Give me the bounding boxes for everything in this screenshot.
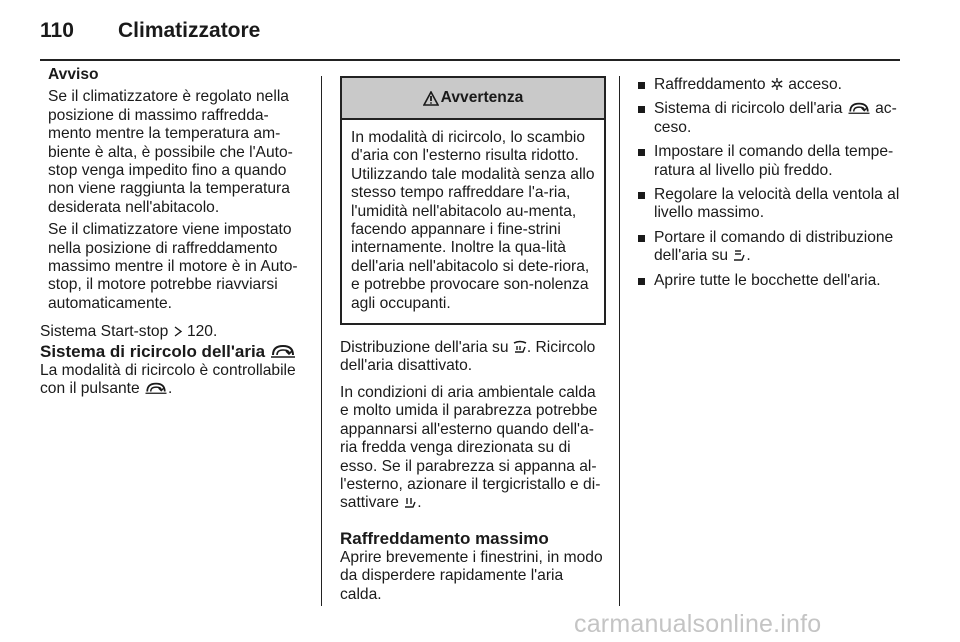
step-5-text-b: .: [746, 247, 751, 265]
notice-block: [40, 66, 312, 313]
step-1-text-a: Raffreddamento: [654, 76, 766, 93]
notice-paragraph-2: Se il climatizzatore viene impostato nella posizione di raffreddamento massimo mentre il motore è in Auto-stop, il motore potrebbe riavviarsi automaticamente.: [48, 221, 298, 312]
step-1-text-b: acceso.: [788, 76, 842, 93]
recirculation-icon: [847, 101, 871, 115]
step-5-text-a: Portare il comando di distribuzione dell'aria su: [654, 228, 894, 265]
column-divider-2: [619, 76, 620, 606]
warning-text: In modalità di ricircolo, lo scambio d'aria con l'esterno risulta ridotto. Utilizzando tale modalità senza allo stesso tempo raffreddare l'a-ria, l'umidità nell'abitacolo au-menta, facendo appannare i fine-strini internamente. Inoltre la qua-lità dell'aria nell'abitacolo si dete-riora, e potrebbe provocare son-nolenza agli occupanti.: [351, 129, 595, 312]
startstop-page-ref[interactable]: 120.: [186, 323, 218, 341]
page-title: Climatizzatore: [118, 19, 261, 42]
distribution-paragraph: [340, 339, 608, 376]
step-6-text: Aprire tutte le bocchette dell'aria.: [654, 271, 881, 289]
distribution-text-b: . Ricircolo dell'aria disattivato.: [340, 339, 596, 375]
column-3: [638, 76, 904, 296]
warning-triangle-icon: [423, 91, 439, 106]
list-item: [638, 100, 904, 137]
warning-title: Avvertenza: [440, 88, 524, 106]
steps-list: [638, 76, 904, 290]
warning-box: [340, 76, 606, 325]
column-divider-1: [321, 76, 322, 606]
list-item: [638, 229, 904, 266]
section-heading-text: Sistema di ricircolo dell'aria: [40, 341, 266, 361]
page-ref-arrow-icon: [173, 325, 183, 338]
distribution-text-a: Distribuzione dell'aria su: [340, 339, 509, 357]
section-paragraph: [40, 362, 312, 399]
recirculation-icon: [270, 343, 296, 359]
step-3-text: Impostare il comando della tempe-ratura al livello più freddo.: [654, 143, 894, 179]
list-item: [638, 272, 904, 290]
step-2-text-b: ac-ceso.: [654, 100, 897, 136]
list-item: [638, 143, 904, 180]
snowflake-icon: [770, 77, 784, 91]
startstop-reference: [40, 323, 312, 341]
list-item: [638, 186, 904, 223]
column-2: [340, 76, 608, 604]
section-heading-recirculation: [40, 342, 312, 362]
startstop-text: Sistema Start-stop: [40, 323, 169, 341]
face-vent-icon: [732, 248, 746, 262]
page-number: 110: [40, 19, 74, 42]
list-item: [638, 76, 904, 94]
max-cooling-paragraph: Aprire brevemente i finestrini, in modo da disperdere rapidamente l'aria calda.: [340, 548, 603, 603]
notice-paragraph-1: Se il climatizzatore è regolato nella posizione di massimo raffredda-mento mentre la temperatura am-biente è alta, è possibile che l'Auto-stop venga impedito fino a quando non viene raggiunta la temperatura desiderata nell'abitacolo.: [48, 88, 293, 216]
section-heading-max-cooling: Raffreddamento massimo: [340, 528, 549, 548]
windshield-icon: [513, 340, 527, 354]
section-paragraph-text: La modalità di ricircolo è controllabile con il pulsante: [40, 361, 296, 398]
recirculation-icon: [144, 381, 168, 395]
notice-heading: Avviso: [48, 66, 99, 83]
humid-paragraph: [340, 384, 608, 513]
step-2-text-a: Sistema di ricircolo dell'aria: [654, 100, 843, 118]
header-rule: [40, 59, 900, 61]
column-1: [40, 66, 312, 399]
watermark: carmanualsonline.info: [574, 610, 822, 638]
warning-title-bar: [342, 78, 604, 120]
windshield-icon: [403, 495, 417, 509]
section-paragraph-end: .: [168, 380, 173, 398]
humid-text-a: In condizioni di aria ambientale calda e molto umida il parabrezza potrebbe appannarsi all'esterno quando dell'a-ria fredda venga direzionata su di esso. Se il parabrezza si appanna al-l'esterno, azionare il tergicristallo e di-sattivare: [340, 383, 601, 512]
step-4-text: Regolare la velocità della ventola al livello massimo.: [654, 186, 900, 222]
humid-text-b: .: [417, 494, 422, 512]
